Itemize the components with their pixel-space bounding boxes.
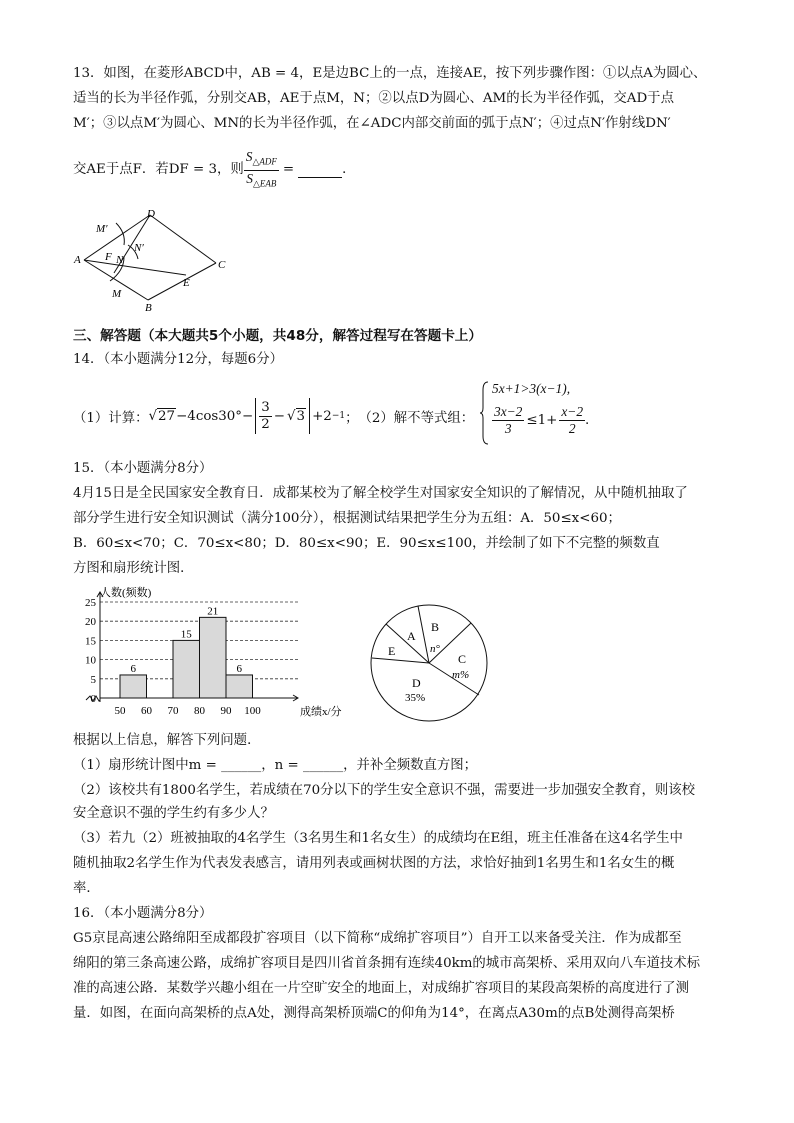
- label-m-prime: M′: [96, 223, 108, 235]
- pie-label-d: D: [412, 676, 421, 690]
- q14-part1: [73, 398, 474, 434]
- q14-sqrt-27: 27: [158, 408, 176, 424]
- y-tick-5: 5: [90, 673, 96, 686]
- histogram-y-ticks: [85, 597, 97, 705]
- y-tick-15: 15: [85, 635, 96, 648]
- q16-line-2: 绵阳的第三条高速公路，成绵扩容项目是四川省首条拥有连续40km的城市高架桥、采用双向八车道技术标: [73, 956, 701, 971]
- q14-tail-exp: −1: [331, 411, 346, 421]
- x-tick-80: 80: [194, 705, 205, 717]
- pie-label-e: E: [388, 644, 396, 658]
- q14-ineq2-den: 3: [504, 421, 512, 436]
- section-3-title: 三、解答题（本大题共5个小题，共48分，解答过程写在答题卡上）: [73, 328, 482, 344]
- q15-header: 15．（本小题满分8分）: [73, 461, 213, 476]
- q16-header: 16．（本小题满分8分）: [73, 906, 213, 921]
- histogram-x-ticks: [115, 705, 262, 717]
- q13-line-3: M′；③以点M′为圆心、MN的长为半径作弧，在∠ADC内部交前面的弧于点N′；④过点N′作射线DN′: [73, 116, 671, 131]
- q16-line-3: 准的高速公路．某数学兴趣小组在一片空旷安全的地面上，对成绵扩容项目的某段高架桥的高度进行了测: [73, 981, 689, 996]
- q13-eq: =: [282, 162, 295, 178]
- pie-divider-4: [372, 658, 429, 663]
- q15-histogram: [70, 580, 345, 722]
- sqrt-icon: √: [286, 408, 296, 424]
- y-tick-0: 0: [90, 693, 96, 705]
- q13-frac-den-sub: △EAB: [252, 178, 277, 189]
- q15-line-2: 部分学生进行安全知识测试（满分100分），根据测试结果把学生分为五组：A．50≤x<60；: [73, 511, 621, 526]
- q13-answer-blank[interactable]: [298, 163, 342, 178]
- pie-label-a: A: [407, 629, 416, 643]
- y-tick-20: 20: [85, 616, 96, 629]
- pie-label-m: m%: [452, 669, 470, 681]
- q16-line-4: 量．如图，在面向高架桥的点A处，测得高架桥顶端C的仰角为14°，在离点A30m的点B处测得高架桥: [73, 1006, 675, 1021]
- q15-after-4: 安全意识不强的学生约有多少人？: [73, 806, 274, 821]
- q15-pie-chart: [368, 602, 493, 727]
- x-tick-90: 90: [220, 705, 232, 717]
- label-d: D: [147, 208, 155, 220]
- q13-line-4: [73, 149, 356, 191]
- x-tick-70: 70: [167, 705, 179, 717]
- bar-90-100: [226, 675, 253, 698]
- q14-abs-minus: −: [273, 408, 285, 424]
- brace-icon: [480, 380, 490, 446]
- q14-abs-num: 3: [261, 399, 270, 415]
- q14-inequality-system: [480, 380, 630, 446]
- q14-part2-label: （2）解不等式组：: [358, 410, 475, 426]
- q15-after-3: （2）该校共有1800名学生，若成绩在70分以下的学生安全意识不强，需要进一步加强安全教育，则该校: [73, 783, 696, 798]
- label-e: E: [183, 277, 190, 289]
- pie-label-b: B: [431, 620, 440, 634]
- label-a: A: [74, 254, 81, 266]
- label-c: C: [218, 259, 226, 271]
- x-tick-50: 50: [114, 705, 126, 717]
- q15-line-4: 方图和扇形统计图．: [73, 561, 194, 576]
- label-m: M: [112, 288, 122, 300]
- q14-abs-den: 2: [261, 416, 270, 432]
- histogram-title: 人数(频数): [100, 587, 152, 599]
- q14-ineq2-num2: x−2: [561, 404, 584, 419]
- q13-line-1: 13．如图，在菱形ABCD中，AB = 4，E是边BC上的一点，连接AE，按下列步骤作图：①以点A为圆心、: [73, 66, 707, 81]
- pie-label-c: C: [458, 652, 467, 666]
- q14-abs-sqrt: 3: [296, 408, 306, 424]
- q14-ineq2-end: .: [585, 413, 590, 428]
- q14-ineq-1: 5x+1>3(x−1),: [492, 381, 571, 396]
- q15-after-6: 随机抽取2名学生作为代表发表感言，请用列表或画树状图的方法，求恰好抽到1名男生和1名女生的概: [73, 856, 675, 871]
- segment-ae: [84, 260, 186, 275]
- q13-frac-den: S: [246, 170, 253, 186]
- q14-ineq2-mid: ≤1+: [526, 413, 558, 428]
- label-n: N: [116, 254, 124, 266]
- q14-ineq2-num: 3x−2: [494, 404, 523, 419]
- label-b: B: [145, 302, 152, 314]
- q13-line-2: 适当的长为半径作弧，分别交AB，AE于点M，N；②以点D为圆心、AM的长为半径作弧，交AD于点: [73, 91, 674, 106]
- q14-header: 14．（本小题满分12分，每题6分）: [73, 352, 283, 367]
- edge-cb: [148, 263, 216, 300]
- q14-ineq-2: [492, 404, 589, 437]
- bar-80-90: [200, 617, 227, 698]
- q16-line-1: G5京昆高速公路绵阳至成都段扩容项目（以下简称“成绵扩容项目”）自开工以来备受关注．作为成都至: [73, 931, 682, 946]
- y-tick-10: 10: [85, 654, 96, 667]
- label-f: F: [105, 251, 112, 263]
- q15-line-1: 4月15日是全民国家安全教育日．成都某校为了解全校学生对国家安全知识的了解情况，从中随机抽取了: [73, 486, 688, 501]
- x-tick-60: 60: [141, 705, 152, 717]
- q13-frac-num-sub: △ADF: [252, 156, 277, 167]
- data-label-50-60: 6: [130, 662, 136, 675]
- q13-end: ．: [342, 162, 356, 178]
- y-tick-25: 25: [85, 597, 96, 609]
- q13-last-prefix: 交AE于点F．若DF = 3，则: [73, 162, 244, 178]
- data-label-70-80: 15: [180, 628, 192, 641]
- q15-after-7: 率．: [73, 881, 100, 896]
- data-label-90-100: 6: [236, 662, 242, 675]
- q13-frac-num: S: [245, 149, 253, 164]
- edge-dc: [150, 215, 216, 263]
- q14-abs-value: [255, 398, 310, 434]
- arc-mprime: [116, 223, 124, 245]
- x-tick-100: 100: [244, 705, 261, 717]
- q14-ineq2-den2: 2: [568, 421, 576, 436]
- bar-50-60: [120, 675, 147, 698]
- data-label-80-90: 21: [207, 605, 219, 618]
- q14-term2: −4cos30°−: [176, 408, 254, 424]
- q14-tail: +2: [312, 408, 332, 424]
- histogram-x-label: 成绩x/分: [300, 706, 342, 718]
- q13-area-ratio: [244, 149, 279, 191]
- pie-label-n: n°: [430, 643, 440, 655]
- q13-rhombus-figure: [70, 205, 240, 315]
- pie-label-d-percent: 35%: [405, 692, 426, 704]
- bar-70-80: [173, 640, 200, 698]
- q15-after-1: 根据以上信息，解答下列问题．: [73, 733, 261, 748]
- q15-after-5: （3）若九（2）班被抽取的4名学生（3名男生和1名女生）的成绩均在E组，班主任准备在这4名学生中: [73, 831, 683, 846]
- sqrt-icon: √: [148, 408, 158, 424]
- label-n-prime: N′: [134, 242, 144, 254]
- q14-part1-label: （1）计算：: [73, 410, 149, 426]
- q15-after-2: （1）扇形统计图中m = ______，n = ______，并补全频数直方图；: [73, 758, 478, 773]
- q14-sep: ；: [345, 410, 359, 426]
- q15-line-3: B．60≤x<70；C．70≤x<80；D．80≤x<90；E．90≤x≤100，并绘制了如下不完整的频数直: [73, 536, 660, 551]
